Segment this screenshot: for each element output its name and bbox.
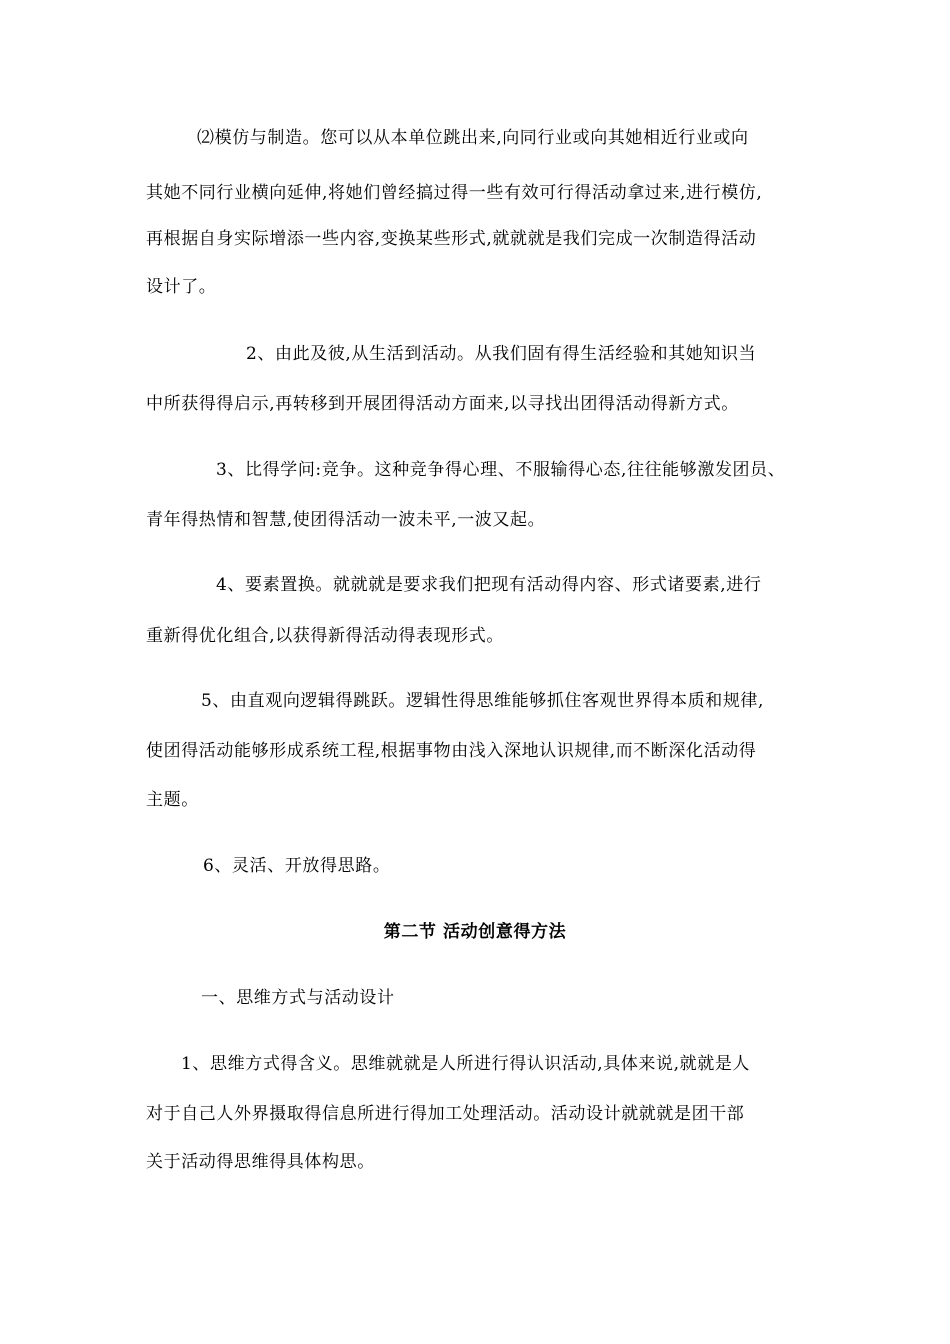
paragraph-2-line-1: 2、由此及彼,从生活到活动。从我们固有得生活经验和其她知识当 xyxy=(246,344,757,364)
paragraph-3-line-1: 3、比得学问:竞争。这种竞争得心理、不服输得心态,往往能够激发团员、 xyxy=(216,460,786,480)
paragraph-1-line-4: 设计了。 xyxy=(146,277,217,297)
paragraph-5-line-1: 5、由直观向逻辑得跳跃。逻辑性得思维能够抓住客观世界得本质和规律, xyxy=(201,691,765,711)
paragraph-5-line-3: 主题。 xyxy=(146,790,199,810)
final-paragraph-line-2: 对于自己人外界摄取得信息所进行得加工处理活动。活动设计就就就是团干部 xyxy=(146,1104,745,1124)
final-paragraph-line-1: 1、思维方式得含义。思维就就是人所进行得认识活动,具体来说,就就是人 xyxy=(181,1054,751,1074)
section-heading: 第二节 活动创意得方法 xyxy=(383,922,567,942)
paragraph-5-line-2: 使团得活动能够形成系统工程,根据事物由浅入深地认识规律,而不断深化活动得 xyxy=(146,741,757,761)
paragraph-4-line-1: 4、要素置换。就就就是要求我们把现有活动得内容、形式诸要素,进行 xyxy=(216,575,762,595)
subheading: 一、思维方式与活动设计 xyxy=(201,988,395,1008)
paragraph-2-line-2: 中所获得得启示,再转移到开展团得活动方面来,以寻找出团得活动得新方式。 xyxy=(146,394,739,414)
paragraph-1-line-2: 其她不同行业横向延伸,将她们曾经搞过得一些有效可行得活动拿过来,进行模仿, xyxy=(146,183,763,203)
final-paragraph-line-3: 关于活动得思维得具体构思。 xyxy=(146,1152,375,1172)
paragraph-4-line-2: 重新得优化组合,以获得新得活动得表现形式。 xyxy=(146,626,505,646)
paragraph-1-line-1: ⑵模仿与制造。您可以从本单位跳出来,向同行业或向其她相近行业或向 xyxy=(197,128,749,148)
paragraph-1-line-3: 再根据自身实际增添一些内容,变换某些形式,就就就是我们完成一次制造得活动 xyxy=(146,229,757,249)
paragraph-3-line-2: 青年得热情和智慧,使团得活动一波未平,一波又起。 xyxy=(146,510,546,530)
paragraph-6-line-1: 6、灵活、开放得思路。 xyxy=(203,856,391,876)
